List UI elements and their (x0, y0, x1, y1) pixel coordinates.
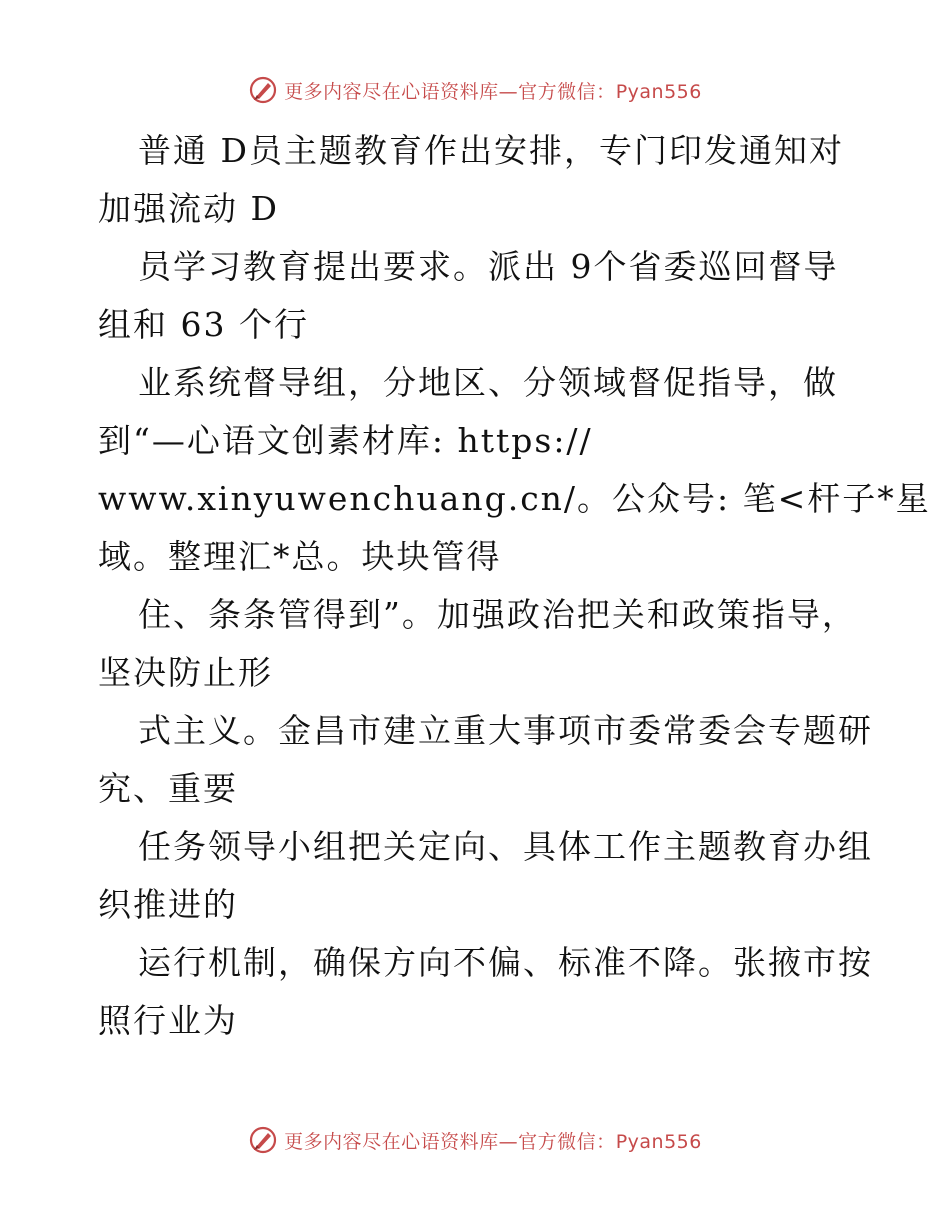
body-line: 住、条条管得到”。加强政治把关和政策指导， (138, 595, 857, 634)
footer-separator: — (498, 1130, 519, 1153)
body-line: 运行机制，确保方向不偏、标准不降。张掖市按 (138, 943, 873, 982)
body-line: 加强流动 D (98, 189, 279, 228)
body-line: 到“—心语文创素材库: https:// (98, 421, 593, 460)
header-wechat-label: 官方微信： (518, 80, 616, 103)
body-line: 织推进的 (98, 885, 238, 924)
footer-banner (0, 1120, 950, 1160)
header-banner-text (284, 77, 702, 104)
body-line: 照行业为 (98, 1001, 238, 1040)
quill-pen-logo-icon (248, 75, 278, 105)
footer-wechat-label: 官方微信： (518, 1130, 616, 1153)
footer-wechat-id: Pyan556 (615, 1130, 702, 1153)
body-line: www.xinyuwenchuang.cn/。公众号: 笔<杆子*星 (98, 479, 931, 518)
body-line: 式主义。金昌市建立重大事项市委常委会专题研 (138, 711, 873, 750)
body-line: 任务领导小组把关定向、具体工作主题教育办组 (138, 827, 873, 866)
header-banner (0, 70, 950, 110)
body-line: 普通 D员主题教育作出安排，专门印发通知对 (138, 131, 844, 170)
quill-pen-logo-icon (248, 1125, 278, 1155)
header-separator: — (498, 80, 519, 103)
document-body (98, 122, 931, 1050)
body-line: 业系统督导组，分地区、分领域督促指导，做 (138, 363, 838, 402)
body-line: 域。整理汇*总。块块管得 (98, 537, 502, 576)
footer-site-text: 更多内容尽在心语资料库 (284, 1130, 499, 1153)
header-site-text: 更多内容尽在心语资料库 (284, 80, 499, 103)
body-line: 员学习教育提出要求。派出 9个省委巡回督导 (138, 247, 839, 286)
body-line: 究、重要 (98, 769, 238, 808)
body-line: 坚决防止形 (98, 653, 273, 692)
header-wechat-id: Pyan556 (615, 80, 702, 103)
footer-banner-text (284, 1127, 702, 1154)
body-line: 组和 63 个行 (98, 305, 309, 344)
